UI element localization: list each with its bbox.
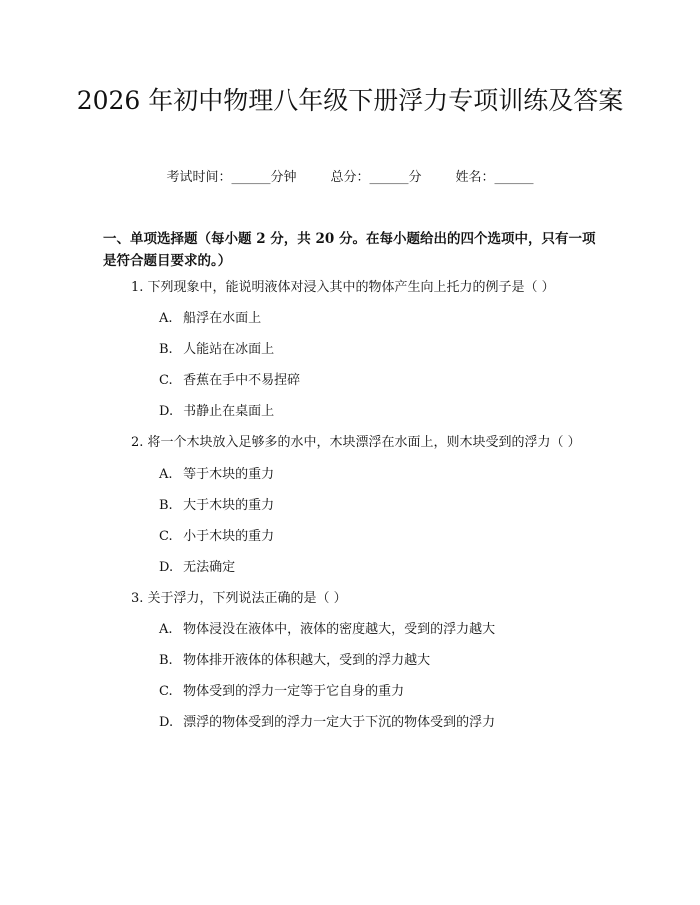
option-b [103,339,593,361]
option-letter: A. [159,311,173,326]
option-a [103,464,593,486]
name-label: 姓名： [455,170,495,185]
question-text: 将一个木块放入足够多的水中，木块漂浮在水面上，则木块受到的浮力（ ） [147,435,581,450]
option-text: 船浮在水面上 [183,311,262,326]
option-text: 书静止在桌面上 [183,404,275,419]
option-text: 物体排开液体的体积越大，受到的浮力越大 [183,653,431,668]
exam-time-label: 考试时间： [166,170,232,185]
option-letter: B. [159,653,173,668]
question-number: 3. [131,591,144,606]
question-stem [103,588,593,610]
option-text: 大于木块的重力 [183,498,275,513]
section-title: 一、单项选择题（每小题 2 分，共 20 分。在每小题给出的四个选项中，只有一项是符合题目要求的。） [103,231,596,269]
option-b [103,495,593,517]
question-text: 关于浮力，下列说法正确的是（ ） [147,591,347,606]
option-text: 物体浸没在液体中，液体的密度越大，受到的浮力越大 [183,622,496,637]
option-letter: C. [159,373,173,388]
question-stem [103,432,593,454]
option-text: 漂浮的物体受到的浮力一定大于下沉的物体受到的浮力 [183,715,496,730]
option-a [103,308,593,330]
exam-time-unit: 分钟 [270,170,297,185]
option-text: 等于木块的重力 [183,467,275,482]
option-d [103,712,593,734]
option-letter: D. [159,715,174,730]
option-text: 人能站在冰面上 [183,342,275,357]
option-c [103,370,593,392]
question-1 [103,277,593,423]
option-text: 无法确定 [183,560,236,575]
total-score-label: 总分： [330,170,370,185]
exam-info-line [0,168,700,188]
question-3 [103,588,593,734]
option-letter: A. [159,622,173,637]
option-text: 物体受到的浮力一定等于它自身的重力 [183,684,405,699]
option-letter: A. [159,467,173,482]
option-letter: C. [159,529,173,544]
option-d [103,557,593,579]
option-text: 香蕉在手中不易捏碎 [183,373,301,388]
question-number: 2. [131,435,144,450]
option-letter: C. [159,684,173,699]
option-a [103,619,593,641]
option-b [103,650,593,672]
question-2 [103,432,593,579]
option-c [103,526,593,548]
question-list [103,277,593,743]
option-text: 小于木块的重力 [183,529,275,544]
option-letter: D. [159,404,174,419]
option-letter: B. [159,342,173,357]
exam-time-blank: ______ [231,170,271,185]
option-c [103,681,593,703]
document-title: 2026 年初中物理八年级下册浮力专项训练及答案 [76,86,624,115]
question-number: 1. [131,280,144,295]
option-d [103,401,593,423]
name-blank: ______ [494,170,534,185]
option-letter: B. [159,498,173,513]
question-text: 下列现象中，能说明液体对浸入其中的物体产生向上托力的例子是（ ） [147,280,555,295]
total-score-unit: 分 [408,170,422,185]
total-score-blank: ______ [369,170,409,185]
option-letter: D. [159,560,174,575]
question-stem [103,277,593,299]
